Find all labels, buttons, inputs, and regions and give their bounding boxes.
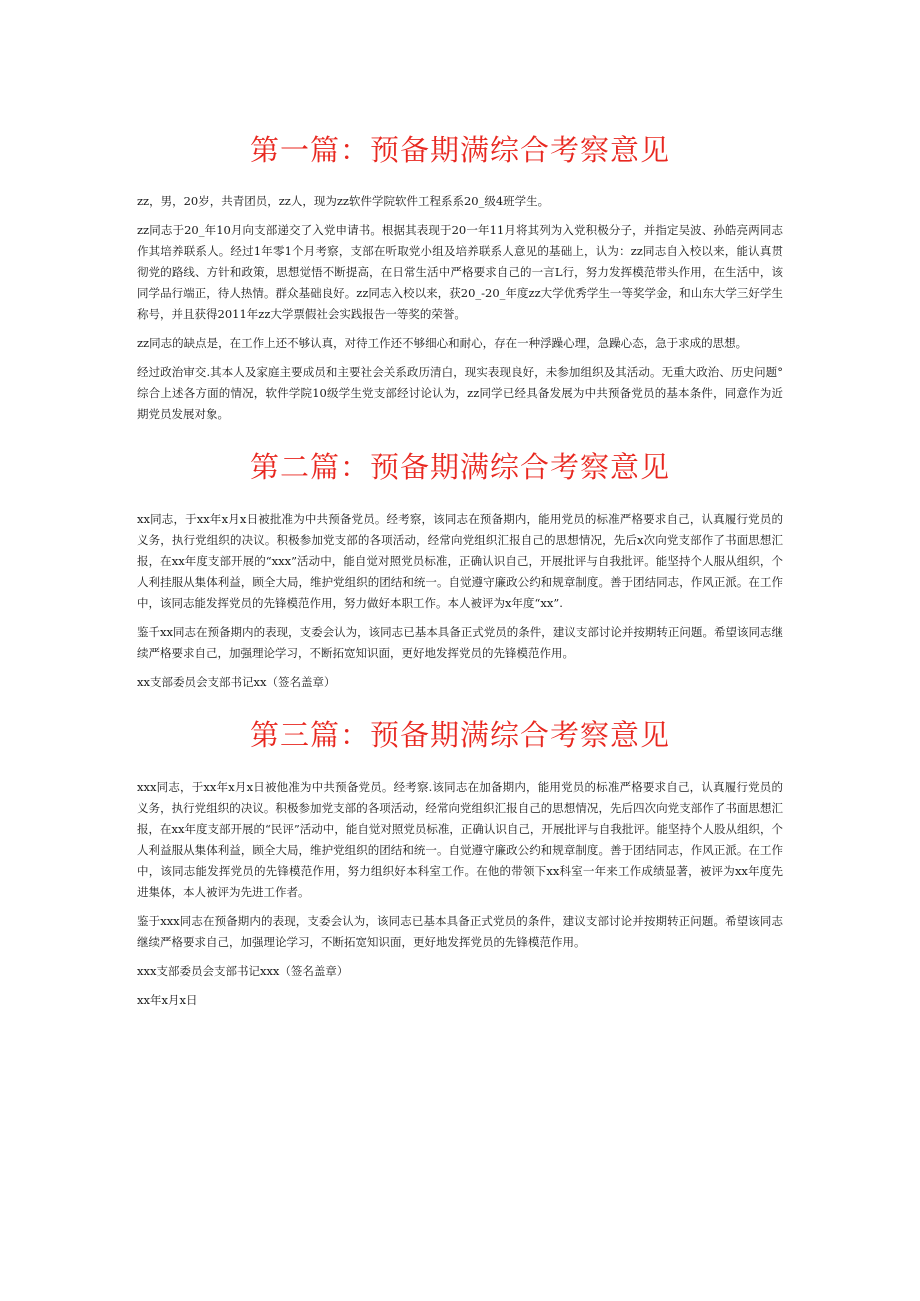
section-1-paragraph-4: 经过政治审交.其本人及家庭主要成员和主要社会关系政历清白，现实表现良好，未参加组织及其活动。无重大政治、历史问题°综合上述各方面的情况，软件学院10级学生党支部经讨论认为，zz同学已经具备发展为中共预备党员的基本条件，同意作为近期党员发展对象。 xyxy=(137,365,783,421)
document-page xyxy=(137,0,783,1019)
section-2-signature: xx支部委员会支部书记xx（签名盖章） xyxy=(137,675,336,689)
section-title-2: 第二篇：预备期满综合考察意见 xyxy=(249,450,670,484)
section-1-paragraph-1: zz，男，20岁，共青团员，zz人，现为zz软件学院软件工程系系20_级4班学生。 xyxy=(137,194,550,208)
section-3-signature: xxx支部委员会支部书记xxx（签名盖章） xyxy=(137,964,349,978)
section-3-paragraph-2: 鉴于xxx同志在预备期内的表现，支委会认为，该同志已基本具备正式党员的条件，建议支部讨论并按期转正问题。希望该同志继续严格要求自己，加强理论学习，不断拓宽知识面，更好地发挥党员的先锋模范作用。 xyxy=(137,914,783,949)
section-2-paragraph-1: xx同志，于xx年x月x日被批准为中共预备党员。经考察，该同志在预备期内，能用党员的标准严格要求自己，认真履行党员的义务，执行党组织的决议。积极参加党支部的各项活动，经常向党组织汇报自己的思想情况，先后x次向党支部作了书面思想汇报，在xx年度支部开展的“xxx”活动中，能自觉对照党员标准，正确认识自己，开展批评与自我批评。能坚持个人服从组织，个人利挂服从集体利益，顾全大局，维护党组织的团结和统一。自觉遵守廉政公约和规章制度。善于团结同志，作风正派。在工作中，该同志能发挥党员的先锋模范作用，努力做好本职工作。本人被评为x年度“xx”. xyxy=(137,512,783,610)
section-1-paragraph-3: zz同志的缺点是，在工作上还不够认真，对待工作还不够细心和耐心，存在一种浮躁心理，急躁心态，急于求成的思想。 xyxy=(137,336,748,350)
section-2-paragraph-2: 鉴千xx同志在预备期内的表现，支委会认为，该同志已基本具备正式党员的条件，建议支部讨论并按期转正问题。希望该同志继续严格要求自己，加强理论学习，不断拓宽知识面，更好地发挥党员的先锋模范作用。 xyxy=(137,625,783,660)
section-1-paragraph-2: zz同志于20_年10月向支部递交了入党申请书。根据其表现于20一年11月将其列为入党积极分子，并指定吴波、孙皓亮两同志作其培养联系人。经过1年零1个月考察，支部在听取党小组及培养联系人意见的基础上，认为：zz同志自入校以来，能认真贯彻党的路线、方针和政策，思想觉悟不断提高，在日常生活中严格要求自己的一言L行，努力发挥模范带头作用，在生活中，该同学品行端正，待人热情。群众基础良好。zz同志入校以来，获20_-20_年度zz大学优秀学生一等奖学金，和山东大学三好学生称号，并且获得2011年zz大学票假社会实践报告一等奖的荣誉。 xyxy=(137,223,783,321)
section-title-1: 第一篇：预备期满综合考察意见 xyxy=(249,133,670,167)
section-title-3: 第三篇：预备期满综合考察意见 xyxy=(249,718,670,752)
section-3-date: xx年x月x日 xyxy=(137,993,198,1007)
section-3-paragraph-1: xxx同志，于xx年x月x日被他准为中共预备党员。经考察.该同志在加备期内，能用党员的标准严格要求自己，认真履行党员的义务，执行党组织的决议。积极参加党支部的各项活动，经常向党组织汇报自己的思想情况，先后四次向党支部作了书面思想汇报，在xx年度支部开展的“民评”活动中，能自觉对照党员标准，正确认识自己，开展批评与自我批评。能坚持个人股从组织，个人利益服从集体利益，顾全大局，维护党组织的团结和统一。自觉遵守廉政公约和规章制度。善于团结同志，作风正派。在工作中，该同志能发挥党员的先锋模范作用，努力组织好本科室工作。在他的带领下xx科室一年来工作成绩显著，被评为xx年度先进集体，本人被评为先进工作者。 xyxy=(137,780,783,899)
